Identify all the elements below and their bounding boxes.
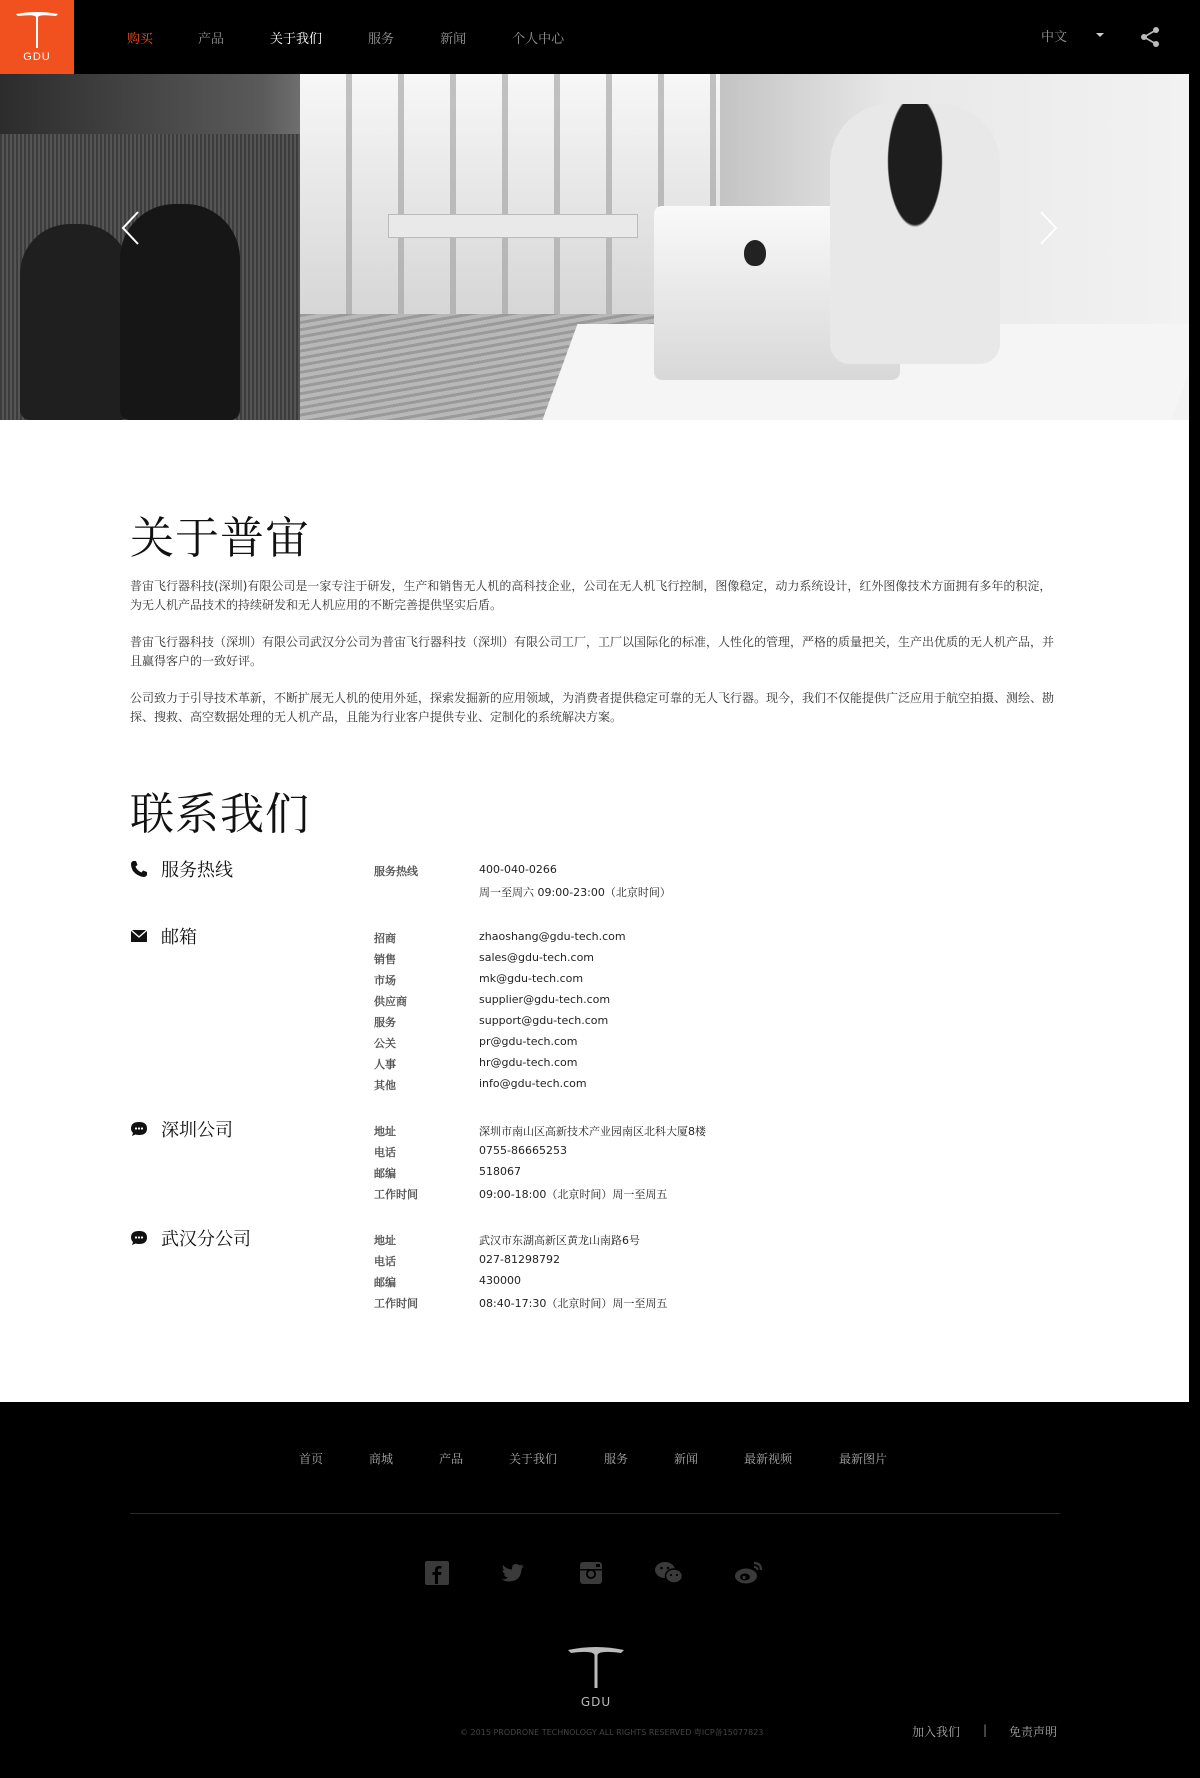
footer-link-separator: | — [983, 1723, 988, 1737]
row-value: 027-81298792 — [479, 1253, 560, 1266]
footer — [0, 1402, 1200, 1778]
hotline-title: 服务热线 — [161, 860, 233, 881]
wuhan-section-title — [130, 1225, 251, 1251]
row-label: 市场 — [374, 974, 396, 987]
hero-desk — [388, 214, 638, 238]
row-value: 518067 — [479, 1165, 521, 1178]
footer-nav-news[interactable]: 新闻 — [674, 1452, 699, 1466]
row-label: 人事 — [374, 1058, 396, 1071]
instagram-icon[interactable] — [578, 1560, 604, 1586]
mail-icon — [130, 927, 148, 945]
footer-nav-store[interactable]: 商城 — [369, 1452, 394, 1466]
row-value: 430000 — [479, 1274, 521, 1287]
email-link[interactable]: sales@gdu-tech.com — [479, 951, 595, 964]
language-selector[interactable]: 中文 — [1041, 30, 1068, 45]
nav-item-news[interactable]: 新闻 — [440, 31, 467, 47]
footer-logo-text: GDU — [580, 1695, 612, 1709]
nav-item-about[interactable]: 关于我们 — [270, 31, 323, 47]
email-link[interactable]: pr@gdu-tech.com — [479, 1035, 578, 1048]
footer-nav-service[interactable]: 服务 — [604, 1452, 629, 1466]
row-value: 08:40-17:30（北京时间）周一至周五 — [479, 1297, 668, 1310]
row-value: 0755-86665253 — [479, 1144, 567, 1157]
footer-nav-products[interactable]: 产品 — [439, 1452, 464, 1466]
footer-nav-home[interactable]: 首页 — [299, 1452, 324, 1466]
row-label: 供应商 — [374, 995, 407, 1008]
phone-icon — [130, 860, 148, 878]
row-label: 邮编 — [374, 1167, 396, 1180]
row-value: 深圳市南山区高新技术产业园南区北科大厦8楼 — [479, 1125, 706, 1138]
about-paragraph: 普宙飞行器科技(深圳)有限公司是一家专注于研发，生产和销售无人机的高科技企业，公司在无人机飞行控制，图像稳定，动力系统设计，红外图像技术方面拥有多年的积淀，为无人机产品技术的持续研发和无人机应用的不断完善提供坚实后盾。 — [130, 579, 1052, 612]
row-label: 公关 — [374, 1037, 396, 1050]
row-label: 招商 — [374, 932, 396, 945]
footer-nav-videos[interactable]: 最新视频 — [744, 1452, 793, 1466]
join-us-link[interactable]: 加入我们 — [912, 1725, 961, 1739]
row-value: 400-040-0266 — [479, 863, 557, 876]
twitter-icon[interactable] — [500, 1560, 526, 1586]
nav-item-account[interactable]: 个人中心 — [512, 31, 565, 47]
row-label: 电话 — [374, 1146, 396, 1159]
row-label: 销售 — [374, 953, 396, 966]
about-paragraph: 公司致力于引导技术革新，不断扩展无人机的使用外延，探索发掘新的应用领域，为消费者提供稳定可靠的无人飞行器。现今，我们不仅能提供广泛应用于航空拍摄、测绘、勘探、搜救、高空数据处理的无人机产品，且能为行业客户提供专业、定制化的系统解决方案。 — [130, 691, 1055, 724]
row-value: 09:00-18:00（北京时间）周一至周五 — [479, 1188, 668, 1201]
about-title: 关于普宙 — [130, 513, 310, 564]
row-label: 电话 — [374, 1255, 396, 1268]
hero-person-3 — [830, 104, 1000, 364]
row-label: 工作时间 — [374, 1188, 418, 1201]
top-header — [0, 0, 1200, 74]
email-link[interactable]: supplier@gdu-tech.com — [479, 993, 611, 1006]
shenzhen-title: 深圳公司 — [161, 1120, 233, 1141]
footer-divider — [130, 1513, 1060, 1514]
hero-person-1 — [20, 224, 130, 420]
nav-item-service[interactable]: 服务 — [368, 31, 395, 47]
about-paragraph: 普宙飞行器科技（深圳）有限公司武汉分公司为普宙飞行器科技（深圳）有限公司工厂，工厂以国际化的标准，人性化的管理，严格的质量把关，生产出优质的无人机产品，并且赢得客户的一致好评。 — [130, 635, 1055, 668]
gdu-logo[interactable] — [0, 0, 74, 74]
main-content — [0, 420, 1189, 1402]
hero-banner-image — [0, 74, 1189, 420]
chevron-down-icon[interactable] — [1096, 33, 1104, 37]
nav-item-products[interactable]: 产品 — [198, 31, 225, 47]
slider-prev-arrow-icon[interactable] — [120, 210, 142, 246]
chat-bubble-icon — [130, 1229, 148, 1247]
email-link[interactable]: mk@gdu-tech.com — [479, 972, 584, 985]
email-link[interactable]: zhaoshang@gdu-tech.com — [479, 930, 626, 943]
slider-next-arrow-icon[interactable] — [1037, 210, 1059, 246]
row-value: 武汉市东湖高新区黄龙山南路6号 — [479, 1234, 640, 1247]
email-link[interactable]: support@gdu-tech.com — [479, 1014, 609, 1027]
hero-apple-logo — [744, 240, 766, 266]
row-label: 地址 — [374, 1125, 396, 1138]
row-label: 地址 — [374, 1234, 396, 1247]
wuhan-title: 武汉分公司 — [161, 1229, 251, 1250]
row-label: 其他 — [374, 1079, 396, 1092]
row-label: 邮编 — [374, 1276, 396, 1289]
nav-item-buy[interactable]: 购买 — [127, 31, 154, 47]
email-title: 邮箱 — [161, 927, 197, 948]
disclaimer-link[interactable]: 免责声明 — [1009, 1725, 1058, 1739]
logo-text: GDU — [23, 51, 51, 63]
facebook-icon[interactable] — [424, 1560, 450, 1586]
footer-nav-pictures[interactable]: 最新图片 — [839, 1452, 888, 1466]
contact-title: 联系我们 — [130, 789, 310, 840]
row-value: 周一至周六 09:00-23:00（北京时间） — [479, 886, 671, 899]
row-label: 服务热线 — [374, 865, 418, 878]
row-label: 工作时间 — [374, 1297, 418, 1310]
email-section-title — [130, 923, 197, 949]
wechat-icon[interactable] — [654, 1560, 684, 1586]
share-icon[interactable] — [1139, 26, 1161, 48]
email-link[interactable]: info@gdu-tech.com — [479, 1077, 587, 1090]
chat-bubble-icon — [130, 1120, 148, 1138]
footer-nav-about[interactable]: 关于我们 — [509, 1452, 558, 1466]
row-label: 服务 — [374, 1016, 396, 1029]
email-link[interactable]: hr@gdu-tech.com — [479, 1056, 578, 1069]
hotline-section-title — [130, 856, 233, 882]
weibo-icon[interactable] — [734, 1560, 764, 1586]
main-nav — [127, 0, 564, 74]
logo-mark-icon — [12, 8, 62, 50]
shenzhen-section-title — [130, 1116, 233, 1142]
copyright-text: © 2015 PRODRONE TECHNOLOGY ALL RIGHTS RESERVED 粤ICP备15077823 — [460, 1728, 764, 1737]
